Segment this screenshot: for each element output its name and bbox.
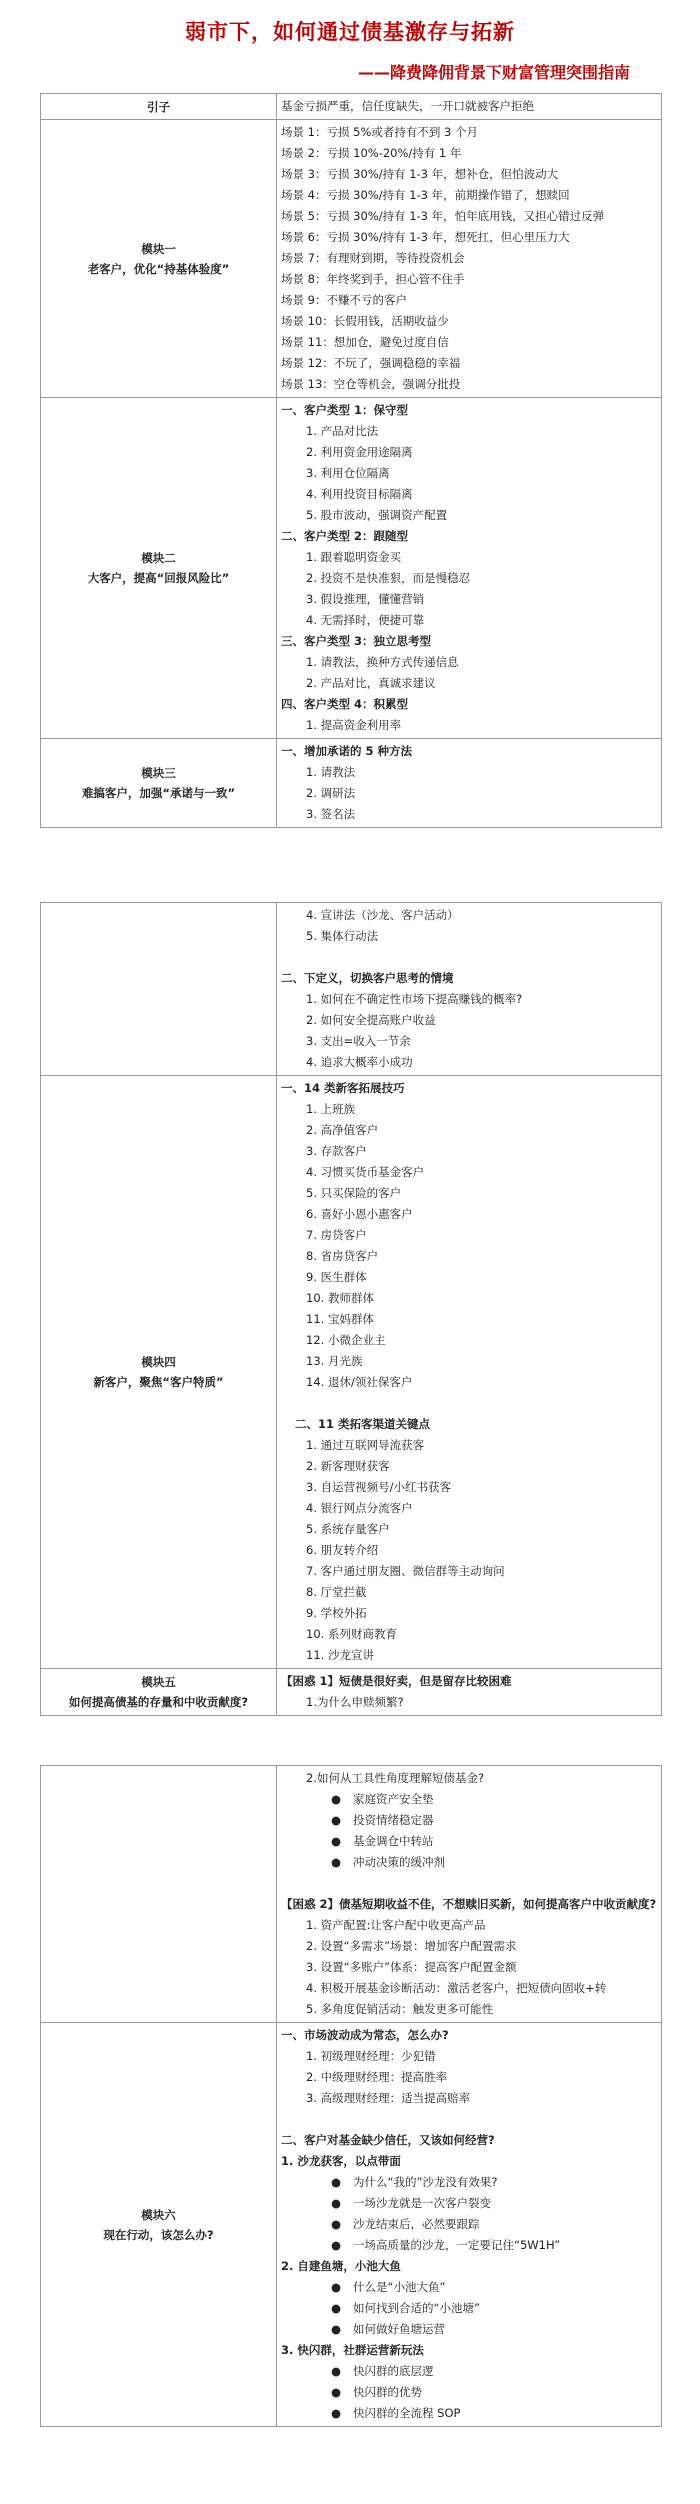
- bullet-icon: ●: [331, 2280, 342, 2294]
- list-item: 1. 跟着聪明资金买: [306, 550, 402, 564]
- section-heading: 一、市场波动成为常态，怎么办?: [281, 2028, 449, 2042]
- bullet-item: ● 投资情绪稳定器: [281, 1810, 657, 1831]
- list-item: 9. 学校外拓: [306, 1606, 367, 1620]
- list-item: 4. 无需择时，便捷可靠: [306, 613, 425, 627]
- list-item: 场景 13：空仓等机会，强调分批投: [281, 377, 461, 391]
- list-item: 2. 中级理财经理：提高胜率: [306, 2070, 448, 2084]
- section-heading: 二、下定义，切换客户思考的情境: [281, 971, 454, 985]
- bullet-icon: ●: [331, 2217, 342, 2231]
- bullet-item: ● 快闪群的底层逻: [281, 2361, 657, 2382]
- bullet-item: ● 快闪群的全流程 SOP: [281, 2403, 657, 2424]
- bullet-item: ● 家庭资产安全垫: [281, 1789, 657, 1810]
- module-1-name: 模块一: [141, 241, 176, 256]
- module-3-name: 模块三: [141, 766, 176, 780]
- module-2-row: [41, 398, 662, 739]
- list-item: 1. 请教法: [306, 765, 356, 779]
- module-1-label: [41, 120, 277, 398]
- list-item: 1.为什么申赎频繁?: [306, 1695, 404, 1709]
- module-1-row: [41, 120, 662, 398]
- list-item: 场景 12：不玩了，强调稳稳的幸福: [281, 356, 461, 370]
- list-item: 6. 喜好小恩小惠客户: [306, 1207, 413, 1221]
- list-item: 4. 积极开展基金诊断活动：激活老客户，把短债向固收+转: [306, 1981, 607, 1995]
- list-item: 8. 省房贷客户: [306, 1249, 379, 1263]
- bullet-icon: ●: [331, 2364, 342, 2378]
- bullet-item: ● 基金调仓中转站: [281, 1831, 657, 1852]
- module-5-cont-label: [41, 1766, 277, 2023]
- module-4-desc: 新客户，聚焦“客户特质”: [93, 1375, 224, 1389]
- list-item: 6. 朋友转介绍: [306, 1543, 379, 1557]
- intro-row: [41, 94, 662, 120]
- bullet-icon: ●: [331, 1855, 342, 1869]
- module-2-content: [277, 398, 662, 739]
- module-3-label: [41, 739, 277, 828]
- list-item: 12. 小微企业主: [306, 1333, 386, 1347]
- list-item: 3. 高级理财经理：适当提高赔率: [306, 2091, 471, 2105]
- bullet-item: ● 沙龙结束后，必然要跟踪: [281, 2214, 657, 2235]
- sub-heading: 3. 快闪群，社群运营新玩法: [281, 2343, 424, 2357]
- module-3-row: [41, 739, 662, 828]
- bullet-item: ● 一场高质量的沙龙，一定要记住“5W1H”: [281, 2235, 657, 2256]
- section-heading: 二、11 类拓客渠道关键点: [295, 1417, 431, 1431]
- list-item: 3. 签名法: [306, 807, 356, 821]
- bullet-icon: ●: [331, 2322, 342, 2336]
- list-item: 14. 退休/领社保客户: [306, 1375, 413, 1389]
- list-item: 13. 月光族: [306, 1354, 363, 1368]
- list-item: 1. 资产配置:让客户配中收更高产品: [306, 1918, 486, 1932]
- module-2-name: 模块二: [141, 551, 176, 565]
- module-6-content: [277, 2023, 662, 2427]
- module-1-desc: 老客户，优化“持基体验度”: [87, 261, 230, 276]
- module-1-content: [277, 120, 662, 398]
- module-5-name: 模块五: [141, 1675, 176, 1689]
- list-item: 2. 如何安全提高账户收益: [306, 1013, 436, 1027]
- list-item: 3. 自运营视频号/小红书获客: [306, 1480, 452, 1494]
- list-item: 4. 追求大概率小成功: [306, 1055, 413, 1069]
- list-item: 1. 初级理财经理：少犯错: [306, 2049, 436, 2063]
- list-item: 5. 集体行动法: [306, 929, 379, 943]
- section-heading: 二、客户类型 2：跟随型: [281, 529, 409, 543]
- list-item: 2.如何从工具性角度理解短债基金?: [306, 1771, 485, 1785]
- module-5-desc: 如何提高债基的存量和中收贡献度?: [68, 1695, 249, 1709]
- outline-table-part-1: [40, 93, 662, 828]
- section-heading: 【困惑 1】短债是很好卖，但是留存比较困难: [281, 1674, 512, 1688]
- list-item: 场景 1：亏损 5%或者持有不到 3 个月: [281, 125, 478, 139]
- module-3-desc: 难搞客户，加强“承诺与一致”: [81, 786, 236, 800]
- module-2-desc: 大客户，提高“回报风险比”: [87, 571, 230, 585]
- module-3-cont-label: [41, 903, 277, 1076]
- section-heading: 二、客户对基金缺少信任，又该如何经营?: [281, 2133, 495, 2147]
- section-heading: 四、客户类型 4：积累型: [281, 697, 409, 711]
- module-6-label: [41, 2023, 277, 2427]
- page-title: 弱市下，如何通过债基激存与拓新: [185, 20, 515, 44]
- list-item: 3. 假设推理，懂懂营销: [306, 592, 425, 606]
- list-item: 场景 8：年终奖到手，担心管不住手: [281, 272, 465, 286]
- list-item: 1. 请教法，换种方式传递信息: [306, 655, 459, 669]
- list-item: 场景 2：亏损 10%-20%/持有 1 年: [281, 146, 462, 160]
- bullet-icon: ●: [331, 2175, 342, 2189]
- intro-text: 基金亏损严重，信任度缺失，一开口就被客户拒绝: [277, 94, 662, 120]
- module-3-cont-content: [277, 903, 662, 1076]
- module-3-content: [277, 739, 662, 828]
- bullet-item: ● 快闪群的优势: [281, 2382, 657, 2403]
- list-item: 1. 如何在不确定性市场下提高赚钱的概率?: [306, 992, 523, 1006]
- module-2-label: [41, 398, 277, 739]
- list-item: 2. 产品对比，真诚求建议: [306, 676, 436, 690]
- list-item: 场景 6：亏损 30%/持有 1-3 年，想死扛，但心里压力大: [281, 230, 570, 244]
- list-item: 1. 通过互联网导流获客: [306, 1438, 425, 1452]
- page-subtitle: ——降费降佣背景下财富管理突围指南: [357, 63, 630, 82]
- bullet-item: ● 冲动决策的缓冲剂: [281, 1852, 657, 1873]
- module-6-row: [41, 2023, 662, 2427]
- list-item: 3. 设置“多账户”体系：提高客户配置金额: [306, 1960, 517, 1974]
- module-5-cont-content: [277, 1766, 662, 2023]
- bullet-item: ● 什么是“小池大鱼”: [281, 2277, 657, 2298]
- bullet-icon: ●: [331, 1834, 342, 1848]
- module-5-cont-row: [41, 1766, 662, 2023]
- list-item: 4. 习惯买货币基金客户: [306, 1165, 425, 1179]
- list-item: 11. 宝妈群体: [306, 1312, 374, 1326]
- list-item: 2. 利用资金用途隔离: [306, 445, 413, 459]
- list-item: 2. 设置“多需求”场景：增加客户配置需求: [306, 1939, 517, 1953]
- bullet-icon: ●: [331, 1813, 342, 1827]
- bullet-icon: ●: [331, 2238, 342, 2252]
- sub-heading: 2. 自建鱼塘，小池大鱼: [281, 2259, 401, 2273]
- list-item: 场景 4：亏损 30%/持有 1-3 年，前期操作错了，想赎回: [281, 188, 570, 202]
- module-4-content: [277, 1076, 662, 1669]
- list-item: 10. 教师群体: [306, 1291, 374, 1305]
- list-item: 3. 支出=收入一节余: [306, 1034, 411, 1048]
- bullet-item: ● 一场沙龙就是一次客户裂变: [281, 2193, 657, 2214]
- list-item: 场景 5：亏损 30%/持有 1-3 年，怕年底用钱，又担心错过反弹: [281, 209, 605, 223]
- module-5-row: [41, 1669, 662, 1716]
- list-item: 1. 产品对比法: [306, 424, 379, 438]
- list-item: 3. 存款客户: [306, 1144, 367, 1158]
- list-item: 场景 9：不赚不亏的客户: [281, 293, 407, 307]
- list-item: 2. 调研法: [306, 786, 356, 800]
- list-item: 5. 多角度促销活动：触发更多可能性: [306, 2002, 494, 2016]
- section-heading: 一、增加承诺的 5 种方法: [281, 744, 413, 758]
- list-item: 3. 利用仓位隔离: [306, 466, 390, 480]
- bullet-item: ● 如何做好鱼塘运营: [281, 2319, 657, 2340]
- list-item: 10. 系列财商教育: [306, 1627, 397, 1641]
- section-heading: 三、客户类型 3：独立思考型: [281, 634, 432, 648]
- outline-table-part-2: [40, 902, 662, 1716]
- bullet-icon: ●: [331, 1792, 342, 1806]
- list-item: 场景 3：亏损 30%/持有 1-3 年，想补仓，但怕波动大: [281, 167, 559, 181]
- list-item: 5. 系统存量客户: [306, 1522, 390, 1536]
- module-5-label: [41, 1669, 277, 1716]
- list-item: 4. 银行网点分流客户: [306, 1501, 413, 1515]
- list-item: 11. 沙龙宣讲: [306, 1648, 374, 1662]
- module-4-name: 模块四: [141, 1355, 176, 1369]
- bullet-icon: ●: [331, 2406, 342, 2420]
- module-4-label: [41, 1076, 277, 1669]
- bullet-item: ● 为什么“我的”沙龙没有效果?: [281, 2172, 657, 2193]
- list-item: 2. 投资不是快准狠，而是慢稳忍: [306, 571, 471, 585]
- list-item: 2. 新客理财获客: [306, 1459, 390, 1473]
- list-item: 2. 高净值客户: [306, 1123, 379, 1137]
- module-6-desc: 现在行动，该怎么办?: [103, 2227, 214, 2242]
- section-heading: 一、客户类型 1：保守型: [281, 403, 409, 417]
- intro-label: 引子: [41, 94, 277, 120]
- outline-table-part-3: [40, 1765, 662, 2427]
- list-item: 1. 上班族: [306, 1102, 356, 1116]
- module-6-name: 模块六: [141, 2207, 176, 2222]
- list-item: 4. 利用投资目标隔离: [306, 487, 413, 501]
- list-item: 5. 只买保险的客户: [306, 1186, 402, 1200]
- list-item: 8. 厅堂拦截: [306, 1585, 367, 1599]
- list-item: 4. 宣讲法（沙龙、客户活动）: [306, 908, 459, 922]
- list-item: 场景 7：有理财到期，等待投资机会: [281, 251, 465, 265]
- bullet-item: ● 如何找到合适的“小池塘”: [281, 2298, 657, 2319]
- module-3-cont-row: [41, 903, 662, 1076]
- list-item: 7. 房贷客户: [306, 1228, 367, 1242]
- bullet-icon: ●: [331, 2385, 342, 2399]
- list-item: 场景 10：长假用钱，活期收益少: [281, 314, 449, 328]
- module-4-row: [41, 1076, 662, 1669]
- section-heading: 【困惑 2】债基短期收益不佳，不想赎旧买新，如何提高客户中收贡献度?: [281, 1897, 657, 1911]
- module-5-content: [277, 1669, 662, 1716]
- list-item: 7. 客户通过朋友圈、微信群等主动询问: [306, 1564, 505, 1578]
- list-item: 9. 医生群体: [306, 1270, 367, 1284]
- list-item: 5. 股市波动，强调资产配置: [306, 508, 448, 522]
- bullet-icon: ●: [331, 2301, 342, 2315]
- list-item: 场景 11：想加仓，避免过度自信: [281, 335, 449, 349]
- sub-heading: 1. 沙龙获客，以点带面: [281, 2154, 401, 2168]
- list-item: 1. 提高资金利用率: [306, 718, 402, 732]
- bullet-icon: ●: [331, 2196, 342, 2210]
- section-heading: 一、14 类新客拓展技巧: [281, 1081, 405, 1095]
